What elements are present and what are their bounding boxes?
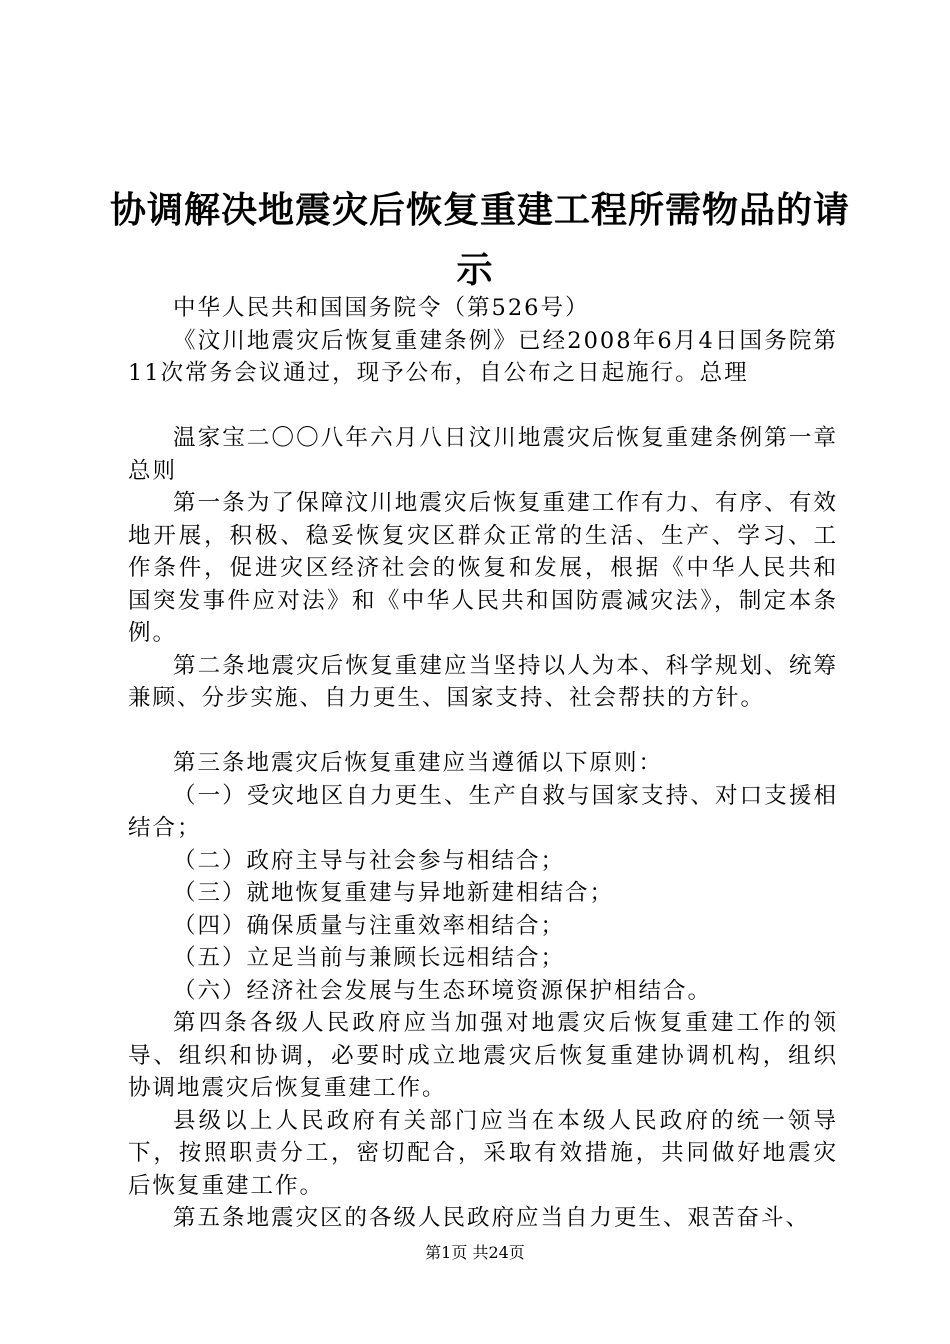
list-item-principle-3: （三）就地恢复重建与异地新建相结合； bbox=[173, 880, 615, 906]
paragraph-announcement: 《汶川地震灾后恢复重建条例》已经2008年6月4日国务院第11次常务会议通过，现予公布，自公布之日起施行。总理 bbox=[128, 327, 838, 386]
paragraph-decree: 中华人民共和国国务院令（第526号） bbox=[173, 295, 590, 321]
list-item-principle-5: （五）立足当前与兼顾长远相结合； bbox=[173, 945, 566, 971]
blank-line bbox=[128, 715, 838, 748]
paragraph-signature: 温家宝二〇〇八年六月八日汶川地震灾后恢复重建条例第一章总则 bbox=[128, 425, 838, 484]
blank-line bbox=[128, 390, 838, 423]
paragraph-article-2: 第二条地震灾后恢复重建应当坚持以人为本、科学规划、统筹兼顾、分步实施、自力更生、国家支持、社会帮扶的方针。 bbox=[128, 652, 838, 711]
page-footer: 第1页 共24页 bbox=[425, 1243, 525, 1262]
list-item-principle-2: （二）政府主导与社会参与相结合； bbox=[173, 847, 566, 874]
paragraph-article-3: 第三条地震灾后恢复重建应当遵循以下原则： bbox=[173, 750, 664, 776]
paragraph-article-4: 第四条各级人民政府应当加强对地震灾后恢复重建工作的领导、组织和协调，必要时成立地震灾后恢复重建协调机构，组织协调地震灾后恢复重建工作。 bbox=[128, 1010, 838, 1101]
paragraph-article-4-cont: 县级以上人民政府有关部门应当在本级人民政府的统一领导下，按照职责分工，密切配合，采取有效措施，共同做好地震灾后恢复重建工作。 bbox=[128, 1107, 838, 1199]
document-title-line-2: 示 bbox=[456, 249, 494, 291]
document-title-line-1: 协调解决地震灾后恢复重建工程所需物品的请 bbox=[110, 189, 851, 231]
document-body bbox=[128, 292, 838, 1235]
paragraph-article-1: 第一条为了保障汶川地震灾后恢复重建工作有力、有序、有效地开展，积极、稳妥恢复灾区群众正常的生活、生产、学习、工作条件，促进灾区经济社会的恢复和发展，根据《中华人民共和国突发事件应对法》和《中华人民共和国防震减灾法》，制定本条例。 bbox=[128, 490, 838, 646]
paragraph-article-5: 第五条地震灾区的各级人民政府应当自力更生、艰苦奋斗、 bbox=[173, 1205, 811, 1231]
list-item-principle-6: （六）经济社会发展与生态环境资源保护相结合。 bbox=[173, 977, 713, 1004]
list-item-principle-4: （四）确保质量与注重效率相结合； bbox=[173, 912, 566, 939]
list-item-principle-1: （一）受灾地区自力更生、生产自救与国家支持、对口支援相结合； bbox=[128, 782, 838, 841]
